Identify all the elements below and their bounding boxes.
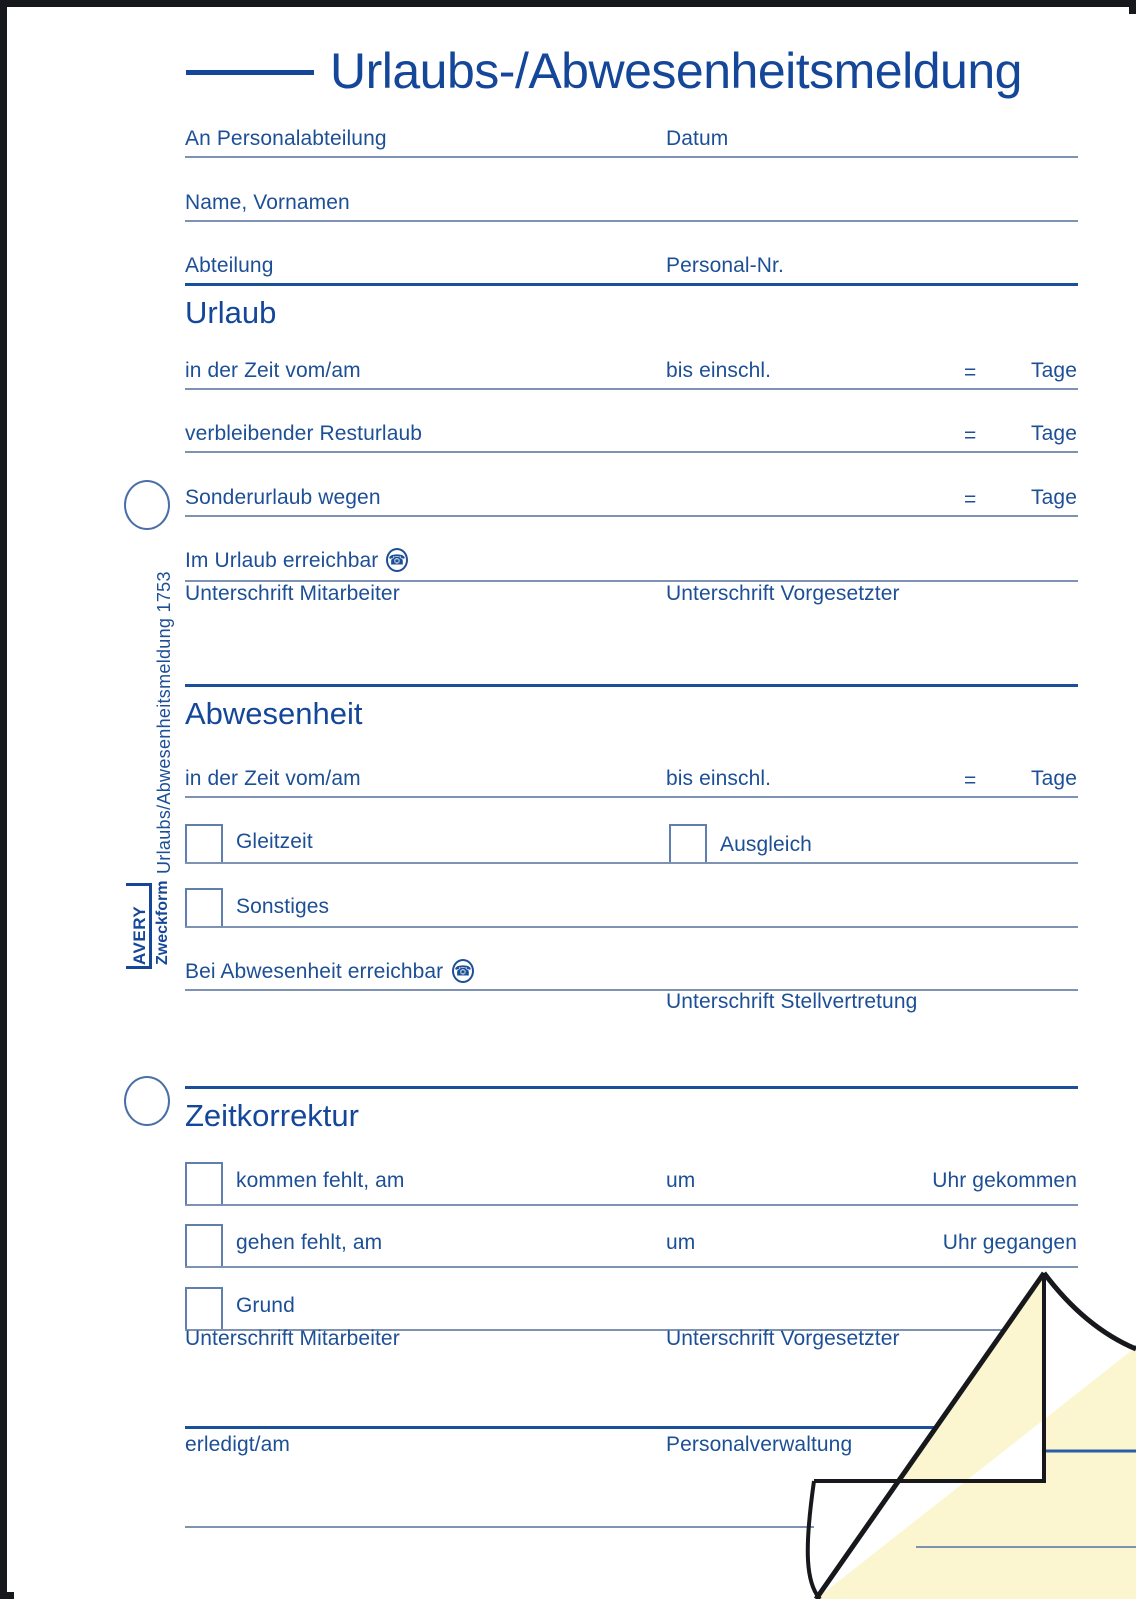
punch-hole-marker-bottom [124, 1076, 170, 1126]
label-abwesenheit-von: in der Zeit vom/am [185, 767, 361, 790]
rule-zeitkorrektur-top [185, 1086, 1078, 1089]
label-name-vorname: Name, Vornamen [185, 191, 350, 214]
label-resturlaub-equals: = [964, 424, 977, 447]
label-sonstiges: Sonstiges [236, 895, 330, 918]
checkbox-grund[interactable] [185, 1287, 223, 1329]
page-title: Urlaubs-/Abwesenheitsmeldung [330, 43, 1022, 99]
phone-icon-absence [452, 959, 474, 983]
label-an-personalabteilung: An Personalabteilung [185, 127, 387, 150]
label-unterschrift-stellvertretung: Unterschrift Stellvertretung [666, 990, 918, 1013]
label-urlaub-bis: bis einschl. [666, 359, 772, 382]
label-sonderurlaub-tage: Tage [1031, 486, 1077, 509]
label-unterschrift-vorgesetzter-zeit: Unterschrift Vorgesetzter [666, 1327, 900, 1350]
label-uhr-gegangen: Uhr gegangen [942, 1231, 1077, 1254]
side-product-text: Urlaubs/Abwesenheitsmeldung 1753 [154, 571, 174, 874]
label-urlaub-equals: = [964, 361, 977, 384]
label-resturlaub: verbleibender Resturlaub [185, 422, 423, 445]
rule-urlaub-1 [185, 388, 1078, 390]
checkbox-gehen-fehlt[interactable] [185, 1224, 223, 1266]
label-urlaub-tage: Tage [1031, 359, 1077, 382]
rule-abwesenheit-1 [185, 796, 1078, 798]
heading-zeitkorrektur: Zeitkorrektur [185, 1098, 359, 1133]
label-gehen-fehlt: gehen fehlt, am [236, 1231, 383, 1254]
rule-abwesenheit-2 [185, 862, 1078, 864]
rule-abwesenheit-top [185, 684, 1078, 687]
checkbox-kommen-fehlt[interactable] [185, 1162, 223, 1204]
rule-header-1 [185, 156, 1078, 158]
label-kommen-fehlt: kommen fehlt, am [236, 1169, 405, 1192]
rule-urlaub-3 [185, 515, 1078, 517]
label-erledigt-am: erledigt/am [185, 1433, 290, 1456]
label-grund: Grund [236, 1294, 295, 1317]
rule-abwesenheit-4 [185, 989, 1078, 991]
checkbox-ausgleich[interactable] [669, 824, 707, 862]
label-ausgleich: Ausgleich [720, 833, 812, 856]
logo-zweckform-text: Zweckform [154, 880, 171, 965]
logo-avery-text: AVERY [130, 905, 149, 965]
label-um-2: um [666, 1231, 696, 1254]
rule-abwesenheit-3 [185, 926, 1078, 928]
label-abwesenheit-bis: bis einschl. [666, 767, 772, 790]
label-sonderurlaub: Sonderurlaub wegen [185, 486, 381, 509]
rule-urlaub-2 [185, 451, 1078, 453]
label-um-1: um [666, 1169, 696, 1192]
avery-zweckform-logo [126, 880, 184, 969]
punch-hole-marker-top [124, 480, 170, 530]
label-gleitzeit: Gleitzeit [236, 830, 313, 853]
heading-urlaub: Urlaub [185, 295, 277, 330]
page-curl [796, 1199, 1136, 1599]
label-unterschrift-mitarbeiter-urlaub: Unterschrift Mitarbeiter [185, 582, 400, 605]
phone-icon [386, 548, 408, 572]
label-sonderurlaub-equals: = [964, 488, 977, 511]
rule-header-2 [185, 220, 1078, 222]
label-unterschrift-vorgesetzter-urlaub: Unterschrift Vorgesetzter [666, 582, 900, 605]
label-datum: Datum [666, 127, 729, 150]
label-abteilung: Abteilung [185, 254, 274, 277]
label-uhr-gekommen: Uhr gekommen [932, 1169, 1077, 1192]
label-abwesenheit-tage: Tage [1031, 767, 1077, 790]
checkbox-sonstiges[interactable] [185, 888, 223, 926]
label-unterschrift-mitarbeiter-zeit: Unterschrift Mitarbeiter [185, 1327, 400, 1350]
label-im-urlaub-erreichbar: Im Urlaub erreichbar [185, 549, 379, 572]
label-bei-abwesenheit-erreichbar: Bei Abwesenheit erreichbar [185, 960, 444, 983]
label-resturlaub-tage: Tage [1031, 422, 1077, 445]
label-personalverwaltung: Personalverwaltung [666, 1433, 853, 1456]
label-personal-nr: Personal-Nr. [666, 254, 784, 277]
label-abwesenheit-equals: = [964, 769, 977, 792]
heading-abwesenheit: Abwesenheit [185, 696, 363, 731]
form-sheet [14, 14, 1136, 1599]
rule-header-3 [185, 283, 1078, 286]
title-dash [186, 70, 314, 75]
checkbox-gleitzeit[interactable] [185, 824, 223, 862]
label-urlaub-von: in der Zeit vom/am [185, 359, 361, 382]
